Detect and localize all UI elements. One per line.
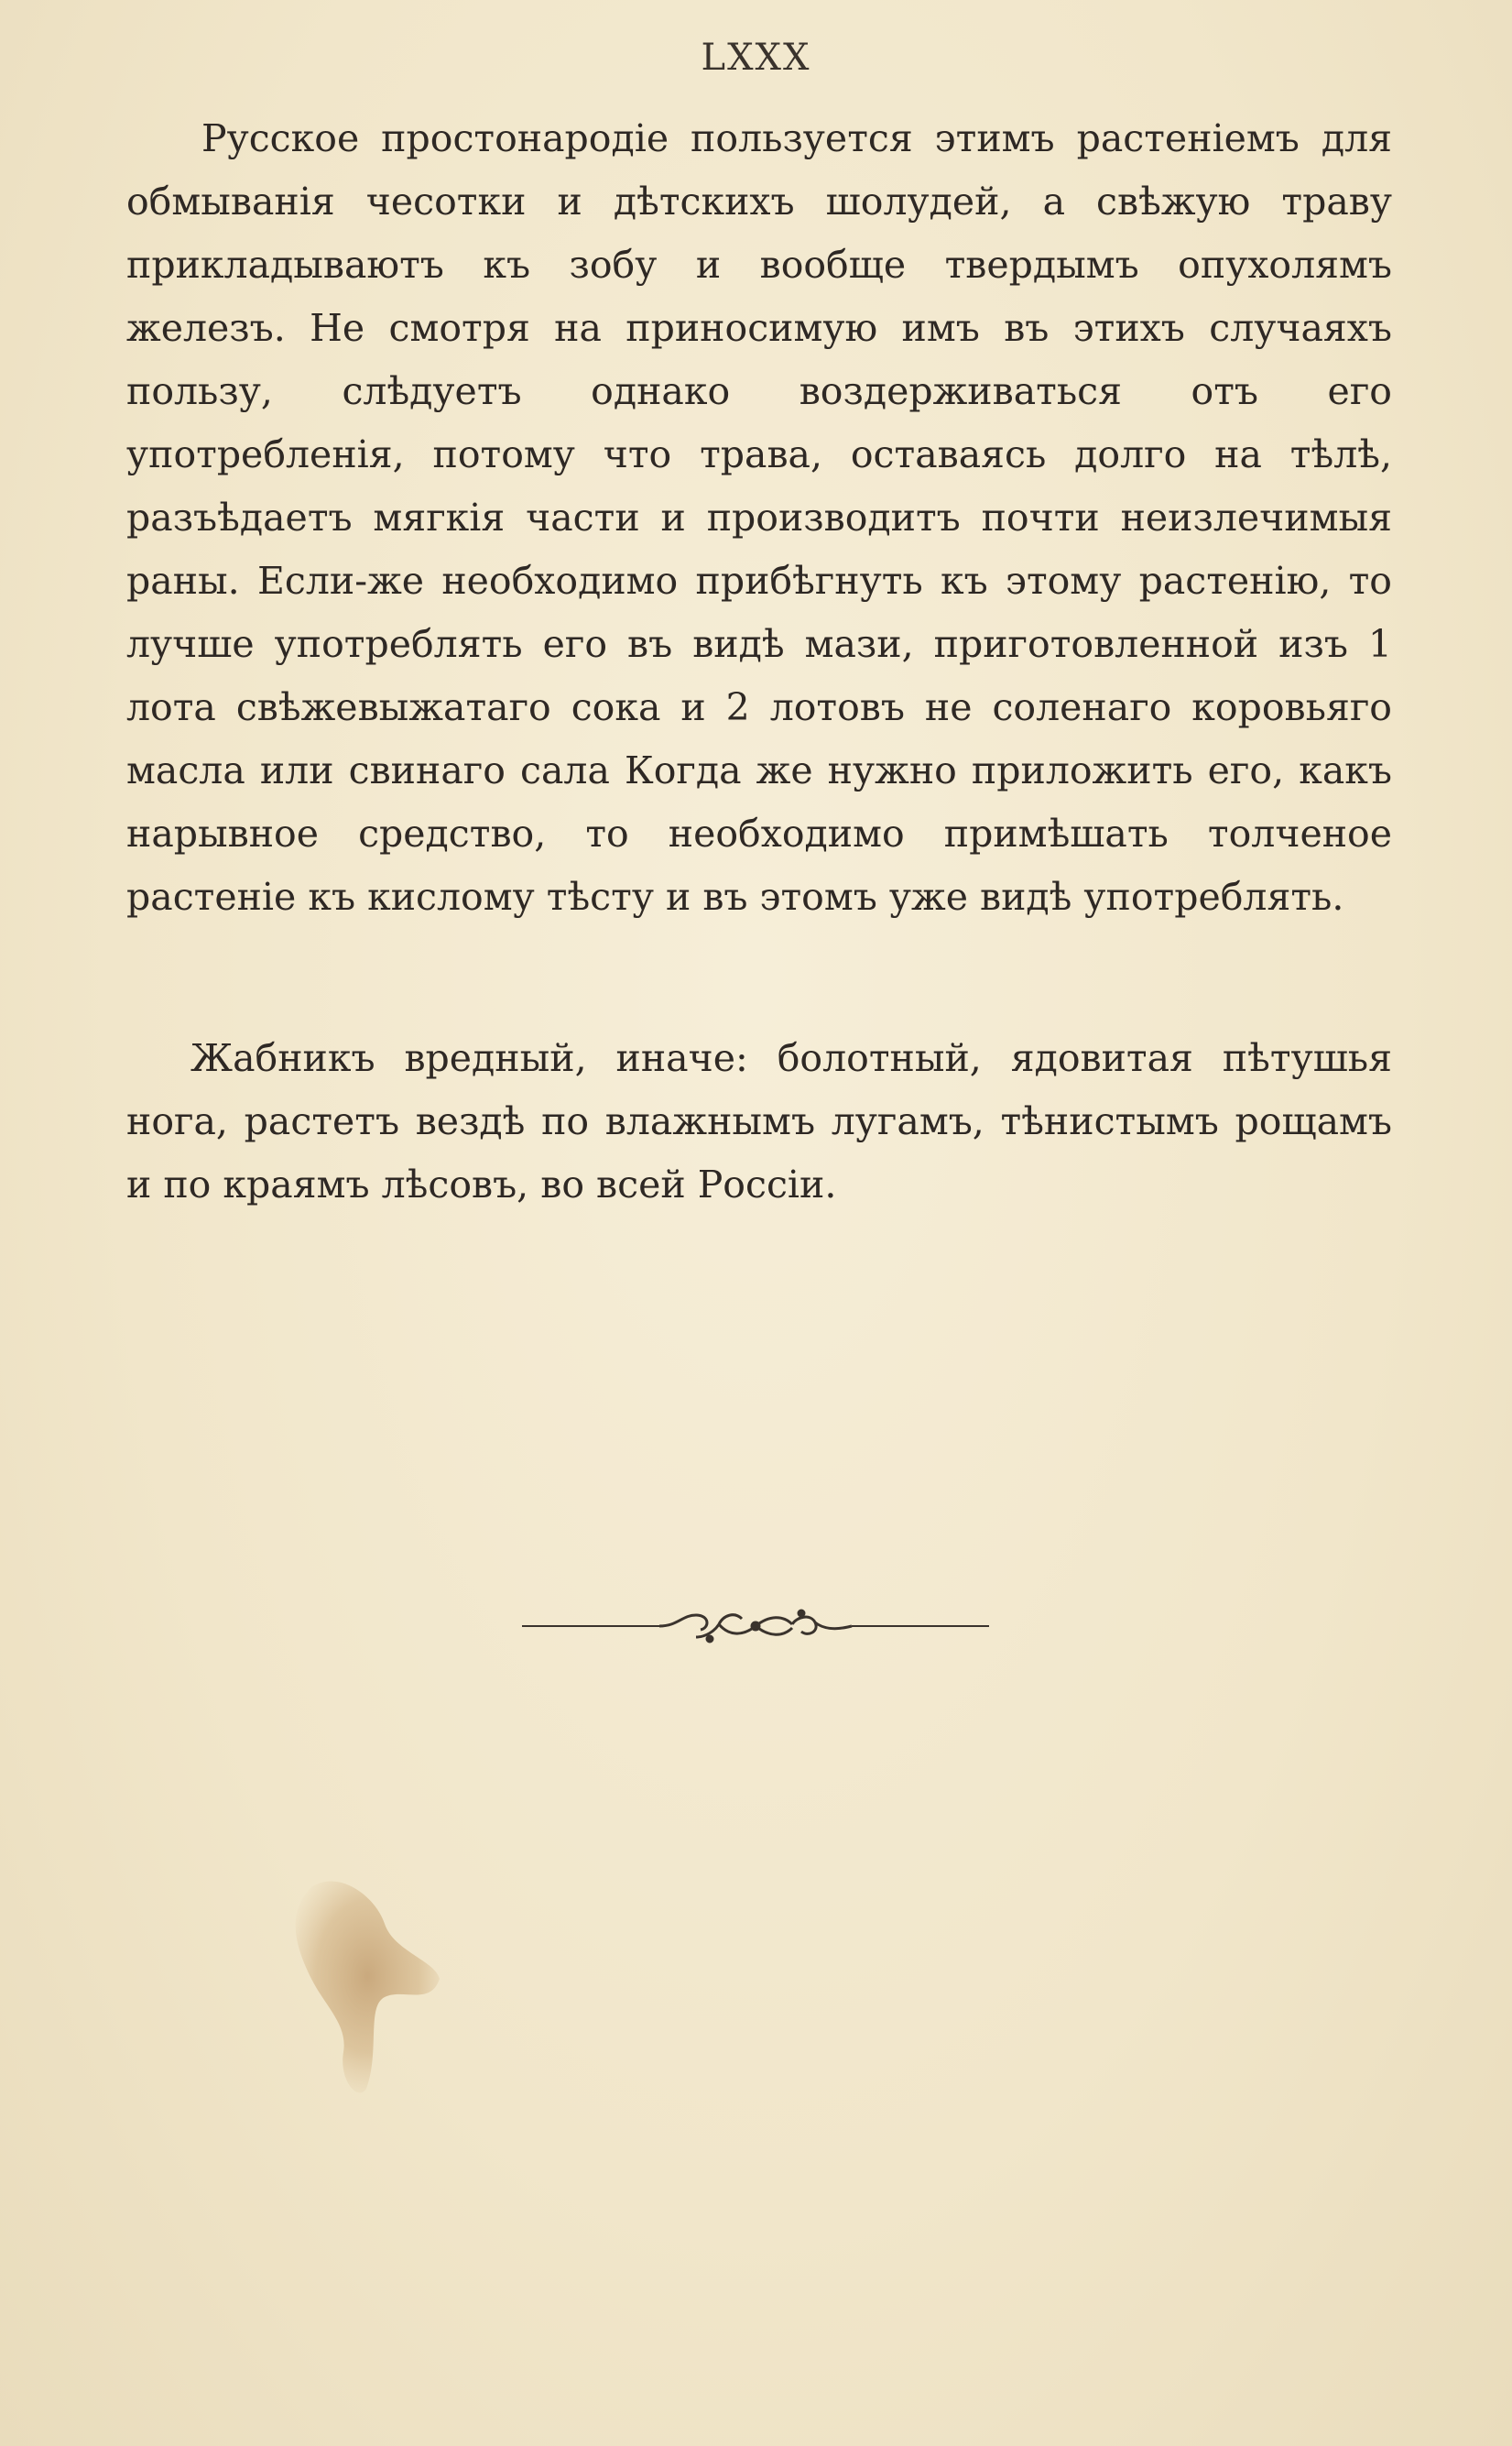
- foxing-stain-icon: [275, 1869, 458, 2107]
- paragraph-treatment-use: Русское простонародіе пользуется этимъ растеніемъ для обмыванія чесотки и дѣтскихъ шолудей, а свѣжую траву прикладываютъ къ зобу и вообще твердымъ опухолямъ железъ. Не смотря на приносимую имъ въ этихъ случаяхъ пользу, слѣдуетъ однако воздерживаться отъ его употребленія, потому что трава, оставаясь долго на тѣлѣ, разъѣдаетъ мягкія части и производитъ почти неизлечимыя раны. Если-же необходимо прибѣгнуть къ этому растенію, то лучше употреблять его въ видѣ мази, приготовленной изъ 1 лота свѣжевыжатаго сока и 2 лотовъ не соленаго коровьяго масла или свинаго сала Когда же нужно приложить его, какъ нарывное средство, то необходимо примѣшать толченое растеніе къ кислому тѣсту и въ этомъ уже видѣ употреблять.: [126, 116, 1392, 919]
- paragraph-plant-description: Жабникъ вредный, иначе: болотный, ядовитая пѣтушья нога, растетъ вездѣ по влажнымъ лугамъ, тѣнистымъ рощамъ и по краямъ лѣсовъ, во всей Россіи.: [126, 1036, 1392, 1207]
- page-number: LXXX: [701, 37, 811, 79]
- floral-divider-icon: [522, 1599, 989, 1654]
